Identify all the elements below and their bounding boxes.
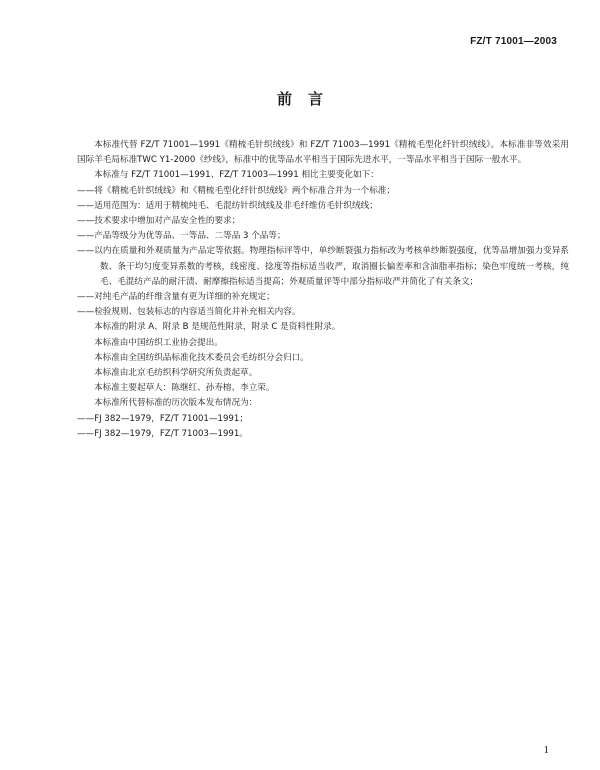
history-item: ——FJ 382—1979，FZ/T 71003—1991。 — [77, 428, 248, 439]
change-item: ——检验规则、包装标志的内容适当简化并补充相关内容。 — [77, 307, 301, 318]
change-item: ——产品等级分为优等品、一等品、二等品 3 个品等； — [77, 231, 286, 242]
page-number: 1 — [543, 744, 549, 756]
history-intro: 本标准所代替标准的历次版本发布情况为： — [94, 398, 258, 409]
standard-code: FZ/T 71001—2003 — [470, 36, 557, 47]
intro-paragraph: 本标准代替 FZ/T 71001—1991《精梳毛针织绒线》和 FZ/T 71003—1991《精梳毛型化纤针织绒线》。本标准非等效采用国际羊毛局标准TWC Y1-2000《纱线》，标准中的优等品水平相当于国际先进水平，一等品水平相当于国际一般水平。 — [77, 140, 569, 166]
change-item: ——对纯毛产品的纤维含量有更为详细的补充规定； — [77, 292, 275, 303]
change-item: ——将《精梳毛针织绒线》和《精梳毛型化纤针织绒线》两个标准合并为一个标准； — [77, 185, 395, 196]
changes-intro: 本标准与 FZ/T 71001—1991、FZ/T 71003—1991 相比主要变化如下： — [94, 170, 379, 181]
governing-body-note: 本标准由全国纺织品标准化技术委员会毛纺织分会归口。 — [94, 352, 309, 363]
change-item: ——适用范围为：适用于精梳纯毛、毛混纺针织绒线及非毛纤维仿毛针织绒线； — [77, 200, 378, 211]
change-item: ——以内在质量和外观质量为产品定等依据。物理指标评等中，单纱断裂强力指标改为考核单纱断裂强度，优等品增加强力变异系数、条干均匀度变异系数的考核，线密度、捻度等指标适当收严，取消圈长偏差率和含油脂率指标；染色牢度统一考核，纯毛、毛混纺产品的耐汗渍、耐摩擦指标适当提高；外观质量评等中部分指标收严并简化了有关条文； — [77, 246, 569, 287]
drafter-org-note: 本标准由北京毛纺织科学研究所负责起草。 — [94, 368, 258, 379]
page-title: 前言 — [276, 90, 339, 108]
appendix-note: 本标准的附录 A、附录 B 是规范性附录，附录 C 是资料性附录。 — [94, 322, 341, 333]
drafters-note: 本标准主要起草人：陈继红、孙寿榕、李立荣。 — [94, 383, 275, 394]
history-item: ——FJ 382—1979，FZ/T 71001—1991； — [77, 413, 248, 424]
foreword-body — [77, 138, 569, 442]
proposer-note: 本标准由中国纺织工业协会提出。 — [94, 337, 223, 348]
change-item: ——技术要求中增加对产品安全性的要求； — [77, 216, 241, 227]
